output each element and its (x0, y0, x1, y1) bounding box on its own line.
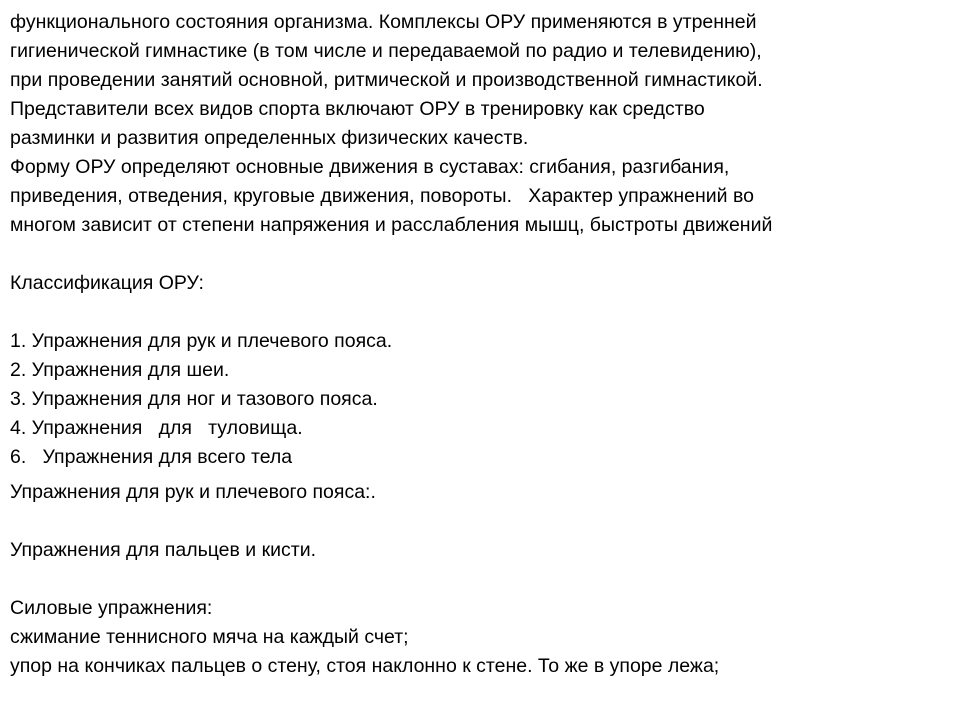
text-line: Форму ОРУ определяют основные движения в суставах: сгибания, разгибания, (10, 156, 730, 178)
slide-text-body (10, 8, 950, 681)
text-line: приведения, отведения, круговые движения, повороты. Характер упражнений во (10, 185, 754, 207)
list-item: 4. Упражнения для туловища. (10, 417, 303, 439)
spacer (10, 240, 950, 269)
classification-heading: Классификация ОРУ: (10, 272, 204, 294)
list-item: упор на кончиках пальцев о стену, стоя наклонно к стене. То же в упоре лежа; (10, 655, 720, 677)
fingers-heading: Упражнения для пальцев и кисти. (10, 539, 317, 561)
arms-heading: Упражнения для рук и плечевого пояса:. (10, 481, 376, 503)
text-line: функционального состояния организма. Комплексы ОРУ применяются в утренней (10, 11, 757, 33)
movements-paragraph (10, 153, 950, 240)
text-line: Представители всех видов спорта включают ОРУ в тренировку как средство (10, 98, 705, 120)
classification-list (10, 327, 950, 472)
list-item: сжимание теннисного мяча на каждый счет; (10, 626, 409, 648)
list-item: 3. Упражнения для ног и тазового пояса. (10, 388, 378, 410)
list-item: 2. Упражнения для шеи. (10, 359, 230, 381)
text-line: при проведении занятий основной, ритмической и производственной гимнастикой. (10, 69, 763, 91)
list-item: 1. Упражнения для рук и плечевого пояса. (10, 330, 393, 352)
text-line: многом зависит от степени напряжения и расслабления мышц, быстроты движений (10, 214, 773, 236)
spacer (10, 565, 950, 594)
strength-list (10, 623, 950, 681)
strength-heading: Силовые упражнения: (10, 597, 213, 619)
spacer (10, 298, 950, 327)
spacer (10, 507, 950, 536)
text-line: разминки и развития определенных физических качеств. (10, 127, 529, 149)
intro-paragraph (10, 8, 950, 153)
text-line: гигиенической гимнастике (в том числе и передаваемой по радио и телевидению), (10, 40, 762, 62)
list-item: 6. Упражнения для всего тела (10, 446, 293, 468)
